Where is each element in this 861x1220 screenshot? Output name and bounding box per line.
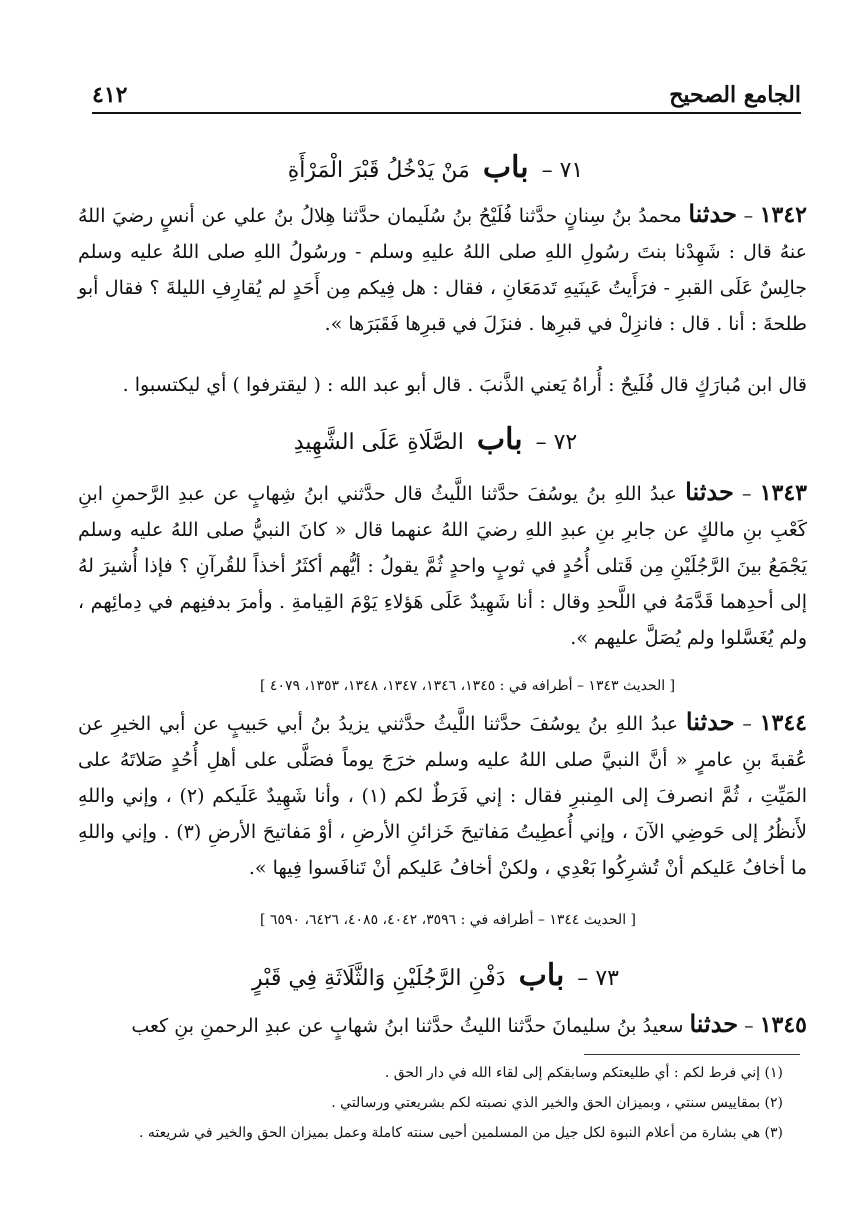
hadith-number: ١٣٤٥	[759, 1012, 807, 1038]
hadith-reference: [ الحديث ١٣٤٤ – أطرافه في : ٣٥٩٦، ٤٠٤٢، ٤٠٨٥، ٦٤٢٦، ٦٥٩٠ ]	[260, 912, 636, 928]
chapter-heading: ٧٣ – باب دَفْنِ الرَّجُلَيْنِ وَالثَّلَاثَةِ فِي قَبْرٍ	[252, 958, 619, 993]
haddathana-word: حدثنا	[689, 1009, 739, 1038]
footnotes	[90, 1058, 783, 1148]
hadith-text: محمدُ بنُ سِنانٍ حدَّثنا فُلَيْحُ بنُ سُلَيمان حدَّثنا هِلالُ بنُ علي عن أنسٍ رضيَ اللهُ عنهُ قال : شَهِدْنا بنتَ رسُولِ اللهِ صلى اللهُ عليهِ وسلم - ورسُولُ اللهِ صلى اللهُ عليه وسلم جالِسٌ عَلَى القبرِ - فرَأَيتُ عَينَيهِ تَدمَعَانِ ، فقال : هل فِيكم مِن أَحَدٍ لم يُقارِفِ الليلةَ ؟ فقال أبو طلحةَ : أنا . قال : فانزِلْ في قبرِها . فنزَلَ في قبرِها فَقَبَرَها ».	[78, 205, 807, 335]
haddathana-word: حدثنا	[685, 477, 734, 506]
footnote-item: (٣) هي بشارة من أعلام النبوة لكل جيل من المسلمين أحيى سنته كاملة وعمل بميزان الحق والخير في شريعته .	[138, 1125, 783, 1141]
hadith-number: ١٣٤٣	[759, 480, 807, 506]
hadith-text: عبدُ اللهِ بنُ يوسُفَ حدَّثنا اللَّيثُ حدَّثني يزيدُ بنُ أبي حَبيبٍ عن أبي الخيرِ عن عُقبةَ بنِ عامرٍ « أنَّ النبيَّ صلى اللهُ عليه وسلم خرَجَ يوماً فصَلَّى على أهلِ أُحُدٍ صَلاتَهُ على المَيِّتِ ، ثُمَّ انصرفَ إلى المِنبرِ فقال : إني فَرَطٌ لكم (١) ، وأنا شَهِيدٌ عَلَيكم (٢) ، وإني واللهِ لأَنظُرُ إلى حَوضِي الآنَ ، وإني أُعطِيتُ مَفاتيحَ خَزائنِ الأرضِ ، أوْ مَفاتيحَ الأرضِ (٣) . وإني واللهِ ما أخافُ عَليكم أنْ تُشرِكُوا بَعْدِي ، ولكنْ أخافُ عَليكم أنْ تَنافَسوا فِيها ».	[78, 713, 807, 879]
chapter-number: ٧٢	[553, 430, 578, 455]
footnote-divider	[584, 1054, 800, 1055]
bab-word: باب	[518, 958, 565, 993]
hadith-1345: ١٣٤٥ – حدثنا سعيدُ بنُ سليمانَ حدَّثنا الليثُ حدَّثنا ابنُ شهابٍ عن عبدِ الرحمنِ بنِ كعب	[131, 1009, 807, 1038]
chapter-title: الصَّلَاةِ عَلَى الشَّهِيدِ	[293, 430, 464, 455]
hadith-text: عبدُ اللهِ بنُ يوسُفَ حدَّثنا اللَّيثُ قال حدَّثني ابنُ شِهابٍ عن عبدِ الرَّحمنِ ابنِ كَعْبِ بنِ مالكٍ عن جابرِ بنِ عبدِ اللهِ رضيَ اللهُ عنهما قال « كانَ النبيُّ صلى اللهُ عليه وسلم يَجْمَعُ بينَ الرَّجُلَيْنِ مِن قَتلى أُحُدٍ في ثوبٍ واحدٍ ثُمَّ يقولُ : أيُّهم أكثَرُ أخذاً للقُرآنِ ؟ فإذا أُشيرَ لهُ إلى أحدِهما قَدَّمَهُ في اللَّحدِ وقال : أنا شَهِيدٌ عَلَى هَؤلاءِ يَوْمَ القِيامةِ . وأمرَ بدفنِهم في دِمائِهم ، ولم يُغَسَّلوا ولم يُصَلَّ عليهم ».	[78, 483, 807, 649]
footnote-item: (٢) بمقاييس سنتي ، وبميزان الحق والخير الذي نصبته لكم بشريعتي ورسالتي .	[331, 1095, 783, 1111]
bab-word: باب	[482, 150, 529, 185]
hadith-1342: ١٣٤٢ – حدثنا محمدُ بنُ سِنانٍ حدَّثنا فُلَيْحُ بنُ سُلَيمان حدَّثنا هِلالُ بنُ علي عن أنسٍ رضيَ اللهُ عنهُ قال : شَهِدْنا بنتَ رسُولِ اللهِ صلى اللهُ عليهِ وسلم - ورسُولُ اللهِ صلى اللهُ عليه وسلم جالِسٌ عَلَى القبرِ - فرَأَيتُ عَينَيهِ تَدمَعَانِ ، فقال : هل فِيكم مِن أَحَدٍ لم يُقارِفِ الليلةَ ؟ فقال أبو طلحةَ : أنا . قال : فانزِلْ في قبرِها . فنزَلَ في قبرِها فَقَبَرَها ».	[78, 199, 807, 335]
note-1342: قال ابن مُبارَكٍ قال فُلَيحٌ : أُراهُ يَعني الذَّنبَ . قال أبو عبد الله : ( ليقترفوا ) أي ليكتسبوا .	[122, 374, 807, 396]
haddathana-word: حدثنا	[688, 199, 737, 228]
page-header	[92, 72, 801, 114]
book-title: الجامع الصحيح	[669, 82, 801, 108]
chapter-number: ٧١	[559, 158, 584, 183]
footnote-item: (١) إني فرط لكم : أي طليعتكم وسابقكم إلى لقاء الله في دار الحق .	[384, 1065, 783, 1081]
hadith-number: ١٣٤٢	[759, 202, 807, 228]
hadith-number: ١٣٤٤	[759, 710, 807, 736]
chapter-heading: ٧١ – باب مَنْ يَدْخُلُ قَبْرَ الْمَرْأَةِ	[287, 150, 584, 185]
hadith-1344: ١٣٤٤ – حدثنا عبدُ اللهِ بنُ يوسُفَ حدَّثنا اللَّيثُ حدَّثني يزيدُ بنُ أبي حَبيبٍ عن أبي الخيرِ عن عُقبةَ بنِ عامرٍ « أنَّ النبيَّ صلى اللهُ عليه وسلم خرَجَ يوماً فصَلَّى على أهلِ أُحُدٍ صَلاتَهُ على المَيِّتِ ، ثُمَّ انصرفَ إلى المِنبرِ فقال : إني فَرَطٌ لكم (١) ، وأنا شَهِيدٌ عَلَيكم (٢) ، وإني واللهِ لأَنظُرُ إلى حَوضِي الآنَ ، وإني أُعطِيتُ مَفاتيحَ خَزائنِ الأرضِ ، أوْ مَفاتيحَ الأرضِ (٣) . وإني واللهِ ما أخافُ عَليكم أنْ تُشرِكُوا بَعْدِي ، ولكنْ أخافُ عَليكم أنْ تَنافَسوا فِيها ».	[78, 707, 807, 879]
chapter-heading: ٧٢ – باب الصَّلَاةِ عَلَى الشَّهِيدِ	[293, 422, 578, 457]
chapter-title: دَفْنِ الرَّجُلَيْنِ وَالثَّلَاثَةِ فِي قَبْرٍ	[252, 966, 506, 991]
hadith-1343: ١٣٤٣ – حدثنا عبدُ اللهِ بنُ يوسُفَ حدَّثنا اللَّيثُ قال حدَّثني ابنُ شِهابٍ عن عبدِ الرَّحمنِ ابنِ كَعْبِ بنِ مالكٍ عن جابرِ بنِ عبدِ اللهِ رضيَ اللهُ عنهما قال « كانَ النبيُّ صلى اللهُ عليه وسلم يَجْمَعُ بينَ الرَّجُلَيْنِ مِن قَتلى أُحُدٍ في ثوبٍ واحدٍ ثُمَّ يقولُ : أيُّهم أكثَرُ أخذاً للقُرآنِ ؟ فإذا أُشيرَ لهُ إلى أحدِهما قَدَّمَهُ في اللَّحدِ وقال : أنا شَهِيدٌ عَلَى هَؤلاءِ يَوْمَ القِيامةِ . وأمرَ بدفنِهم في دِمائِهم ، ولم يُغَسَّلوا ولم يُصَلَّ عليهم ».	[78, 477, 807, 649]
hadith-reference: [ الحديث ١٣٤٣ – أطرافه في : ١٣٤٥، ١٣٤٦، ١٣٤٧، ١٣٤٨، ١٣٥٣، ٤٠٧٩ ]	[260, 678, 676, 694]
haddathana-word: حدثنا	[685, 707, 735, 736]
chapter-number: ٧٣	[595, 966, 619, 991]
hadith-text: سعيدُ بنُ سليمانَ حدَّثنا الليثُ حدَّثنا ابنُ شهابٍ عن عبدِ الرحمنِ بنِ كعب	[131, 1015, 684, 1037]
page-number: ٤١٢	[92, 82, 128, 108]
bab-word: باب	[476, 422, 523, 457]
chapter-title: مَنْ يَدْخُلُ قَبْرَ الْمَرْأَةِ	[287, 158, 470, 183]
